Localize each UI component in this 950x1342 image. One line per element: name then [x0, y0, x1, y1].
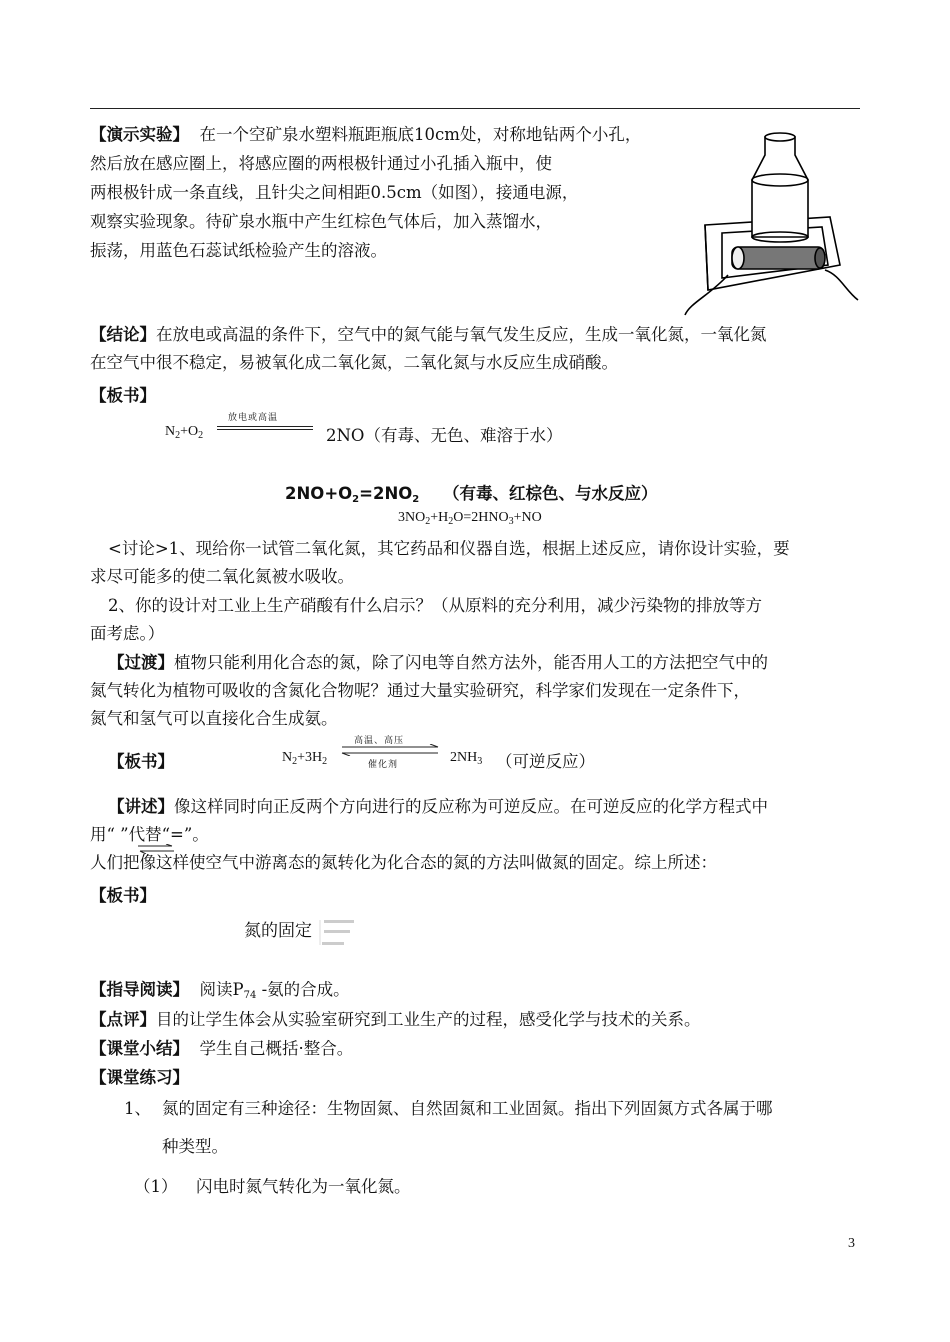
- faded-classification-diagram: [318, 916, 358, 950]
- exercise-item-1-number: （1）: [134, 1177, 178, 1196]
- demo-line-4: 观察实验现象。待矿泉水瓶中产生红棕色气体后，加入蒸馏水，: [90, 212, 552, 231]
- page-number: 3: [848, 1236, 855, 1251]
- transition-line-2: 氮气转化为植物可吸收的含氮化合物呢？通过大量实验研究，科学家们发现在一定条件下，: [90, 681, 750, 700]
- nitrogen-fixation-title: 氮的固定: [244, 921, 312, 941]
- narration-label: 【讲述】: [108, 797, 174, 816]
- conclusion-section: [90, 322, 767, 375]
- equation-1-bar: [217, 426, 313, 427]
- equation-1-right: 2NO（有毒、无色、难溶于水）: [326, 426, 563, 445]
- transition-label: 【过渡】: [108, 653, 174, 672]
- conclusion-line-2: 在空气中很不稳定，易被氧化成二氧化氮，二氧化氮与水反应生成硝酸。: [90, 353, 618, 372]
- board-label-1: 【板书】: [90, 386, 156, 405]
- demo-line-1: 在一个空矿泉水塑料瓶距瓶底10cm处，对称地钻两个小孔，: [199, 125, 642, 144]
- equation-4-condition-top: 高温、高压: [354, 736, 405, 746]
- exercise-item-1-text: 闪电时氮气转化为一氧化氮。: [196, 1177, 411, 1196]
- discussion-section: [90, 536, 790, 646]
- header-rule: [90, 108, 860, 109]
- guide-section: 【指导阅读】 阅读$P_{74}$ -氨的合成。: [90, 980, 350, 1001]
- demo-label: 【演示实验】: [90, 125, 189, 144]
- discussion-line-2: 求尽可能多的使二氧化氮被水吸收。: [90, 567, 354, 586]
- narration-line-2: 用“ ”代替“=”。: [90, 825, 209, 844]
- discussion-line-1: <讨论>1、现给你一试管二氧化氮，其它药品和仪器自选，根据上述反应，请你设计实验，要: [108, 539, 790, 558]
- demo-line-2: 然后放在感应圈上，将感应圈的两根极针通过小孔插入瓶中，使: [90, 154, 552, 173]
- exercise-q1-line-1: 氮的固定有三种途径：生物固氮、自然固氮和工业固氮。指出下列固氮方式各属于哪: [162, 1099, 773, 1118]
- summary-label: 【课堂小结】: [90, 1039, 189, 1058]
- exercise-q1-line-2: 种类型。: [162, 1137, 228, 1156]
- equation-1-bar-2: [217, 429, 313, 430]
- discussion-line-3: 2、你的设计对工业上生产硝酸有什么启示？（从原料的充分利用，减少污染物的排放等方: [108, 596, 762, 615]
- equation-4-left: $N_2+3H_2$: [282, 750, 328, 767]
- demo-line-5: 振荡，用蓝色石蕊试纸检验产生的溶液。: [90, 241, 387, 260]
- demo-section: [90, 122, 641, 263]
- transition-line-1: 植物只能利用化合态的氮，除了闪电等自然方法外，能否用人工的方法把空气中的: [174, 653, 768, 672]
- comment-text: 目的让学生体会从实验室研究到工业生产的过程，感受化学与技术的关系。: [156, 1010, 701, 1029]
- reversible-symbol-icon: [136, 844, 176, 854]
- transition-section: [90, 650, 768, 731]
- demo-line-3: 两根极针成一条直线，且针尖之间相距0.5cm（如图），接通电源，: [90, 183, 579, 202]
- equation-1-condition: 放电或高温: [228, 413, 279, 423]
- conclusion-label: 【结论】: [90, 325, 156, 344]
- exercise-q1-number: 1、: [124, 1099, 151, 1118]
- equation-3: $3NO_2+H_2O=2HNO_3+NO$: [398, 510, 542, 527]
- summary-text: 学生自己概括·整合。: [199, 1039, 354, 1058]
- guide-label: 【指导阅读】: [90, 980, 189, 999]
- comment-label: 【点评】: [90, 1010, 156, 1029]
- board-label-2: 【板书】: [108, 752, 174, 771]
- discussion-line-4: 面考虑。）: [90, 624, 165, 643]
- narration-section: [90, 794, 768, 875]
- narration-line-1: 像这样同时向正反两个方向进行的反应称为可逆反应。在可逆反应的化学方程式中: [174, 797, 768, 816]
- equation-1-left: $N_2+O_2$: [165, 424, 204, 441]
- summary-section: [90, 1035, 353, 1059]
- equation-2: $2NO+O_2=2NO_2$ （有毒、红棕色、与水反应）: [285, 484, 658, 505]
- equation-4-right: $2NH_3$: [450, 750, 483, 767]
- equation-4-note: （可逆反应）: [496, 752, 595, 771]
- narration-line-3: 人们把像这样使空气中游离态的氮转化为化合态的氮的方法叫做氮的固定。综上所述：: [90, 853, 717, 872]
- equation-4-condition-bottom: 催化剂: [368, 760, 399, 770]
- apparatus-illustration: [680, 125, 860, 320]
- equation-2-note: （有毒、红棕色、与水反应）: [443, 484, 658, 503]
- comment-section: [90, 1006, 701, 1030]
- exercise-label: 【课堂练习】: [90, 1068, 189, 1087]
- conclusion-line-1: 在放电或高温的条件下，空气中的氮气能与氧气发生反应，生成一氧化氮，一氧化氮: [156, 325, 767, 344]
- transition-line-3: 氮气和氢气可以直接化合生成氨。: [90, 709, 338, 728]
- board-label-3: 【板书】: [90, 886, 156, 905]
- reversible-arrow-icon: [340, 744, 440, 756]
